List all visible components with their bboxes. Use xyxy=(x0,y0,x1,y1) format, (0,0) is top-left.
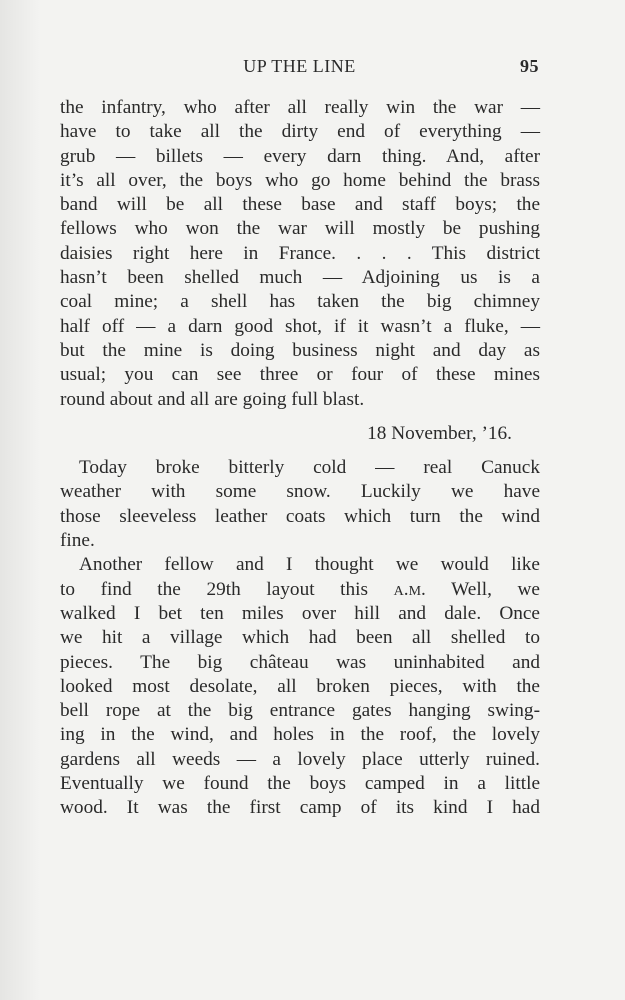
text-line: gardens all weeds — a lovely place utterly ruined. xyxy=(60,748,540,770)
text-line: we hit a village which had been all shelled to xyxy=(60,627,540,649)
text-line: band will be all these base and staff boys; the xyxy=(60,194,540,216)
text-line: daisies right here in France. . . . This district xyxy=(60,242,540,264)
text-line: fellows who won the war will mostly be pushing xyxy=(60,218,540,240)
text-line: bell rope at the big entrance gates hanging swing- xyxy=(60,700,540,722)
entry-date: 18 November, ’16. xyxy=(367,422,512,444)
text-line: Another fellow and I thought we would like xyxy=(79,554,540,576)
body-text xyxy=(60,96,540,821)
text-line: the infantry, who after all really win the war — xyxy=(60,97,540,118)
text-line: it’s all over, the boys who go home behind the brass xyxy=(60,169,540,191)
text-line xyxy=(60,578,540,602)
text-line: usual; you can see three or four of these mines xyxy=(60,364,540,386)
text-line: round about and all are going full blast. xyxy=(60,388,365,410)
text-line: looked most desolate, all broken pieces, with the xyxy=(60,675,540,697)
text-line: pieces. The big château was uninhabited and xyxy=(60,651,540,673)
text-line: hasn’t been shelled much — Adjoining us is a xyxy=(60,267,540,289)
text-line: grub — billets — every darn thing. And, after xyxy=(60,145,540,167)
text-line: Today broke bitterly cold — real Canuck xyxy=(79,457,540,479)
text-line: weather with some snow. Luckily we have xyxy=(60,481,540,503)
text-fragment: Well, we xyxy=(425,578,540,600)
text-line: fine. xyxy=(60,530,95,552)
text-line: ing in the wind, and holes in the roof, the lovely xyxy=(60,724,540,746)
running-head: UP THE LINE xyxy=(243,56,356,76)
text-line: wood. It was the first camp of its kind I had xyxy=(60,797,540,819)
text-line: half off — a darn good shot, if it wasn’t a fluke, — xyxy=(60,315,540,337)
text-line: coal mine; a shell has taken the big chimney xyxy=(60,291,540,313)
text-line: those sleeveless leather coats which turn the wind xyxy=(60,505,540,527)
text-fragment: to find the 29th layout this xyxy=(60,578,394,600)
page-header xyxy=(60,56,539,80)
text-line: walked I bet ten miles over hill and dale. Once xyxy=(60,602,540,624)
text-line: have to take all the dirty end of everything — xyxy=(60,121,540,143)
page-number: 95 xyxy=(520,56,539,76)
text-line: but the mine is doing business night and day as xyxy=(60,339,540,361)
text-line: Eventually we found the boys camped in a little xyxy=(60,773,540,795)
time-abbreviation: a.m. xyxy=(393,578,426,600)
page-fold-shadow xyxy=(0,0,40,1000)
